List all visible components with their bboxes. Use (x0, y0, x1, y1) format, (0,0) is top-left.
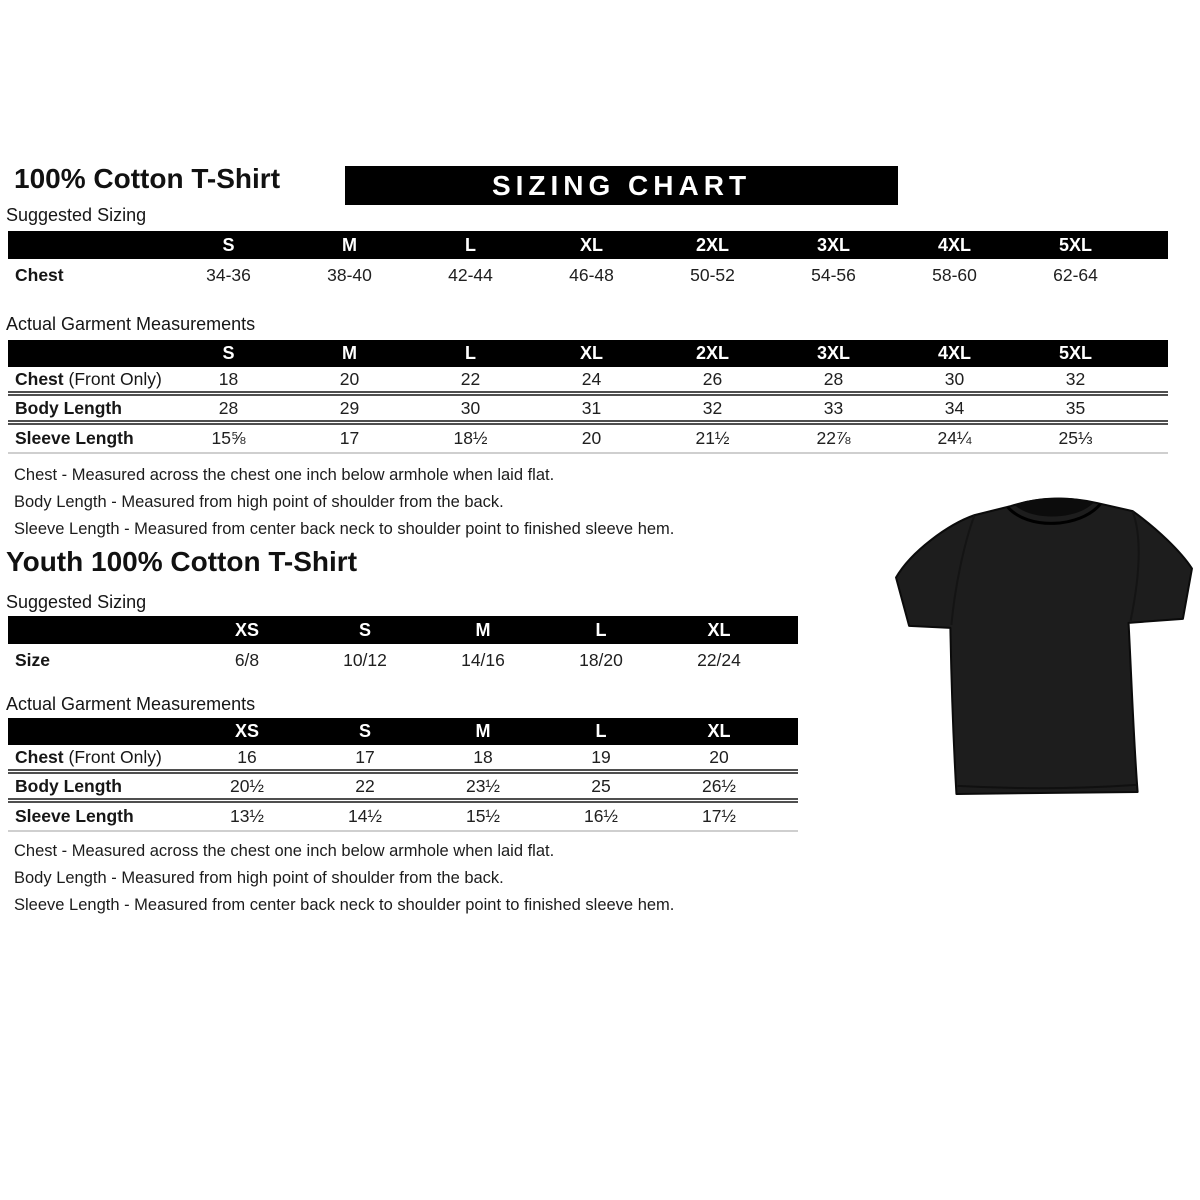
adult-note-chest: Chest - Measured across the chest one inch below armhole when laid flat. (14, 466, 555, 484)
row-label: Size (15, 650, 51, 670)
table-cell: 32 (702, 397, 723, 418)
sizing-chart-banner (345, 166, 898, 205)
adult-actual-measurements-label: Actual Garment Measurements (6, 314, 256, 334)
table-cell: 50-52 (690, 265, 735, 285)
column-header: S (222, 343, 235, 363)
adult-note-sleeve-length: Sleeve Length - Measured from center back neck to shoulder point to finished sleeve hem. (14, 520, 675, 538)
table-cell: 19 (591, 746, 611, 767)
table-cell: 15½ (465, 806, 501, 826)
tshirt-body (896, 499, 1192, 794)
column-header: XS (234, 721, 259, 741)
table-cell: 62-64 (1053, 265, 1098, 285)
adult-section-title: 100% Cotton T-Shirt (14, 163, 281, 194)
adult-suggested-sizing-label: Suggested Sizing (6, 205, 147, 225)
youth-note-body-length: Body Length - Measured from high point of shoulder from the back. (14, 869, 504, 887)
black-tshirt-photo (893, 494, 1195, 800)
table-cell: 33 (823, 397, 844, 418)
table-cell: 16 (237, 746, 257, 767)
column-header: 2XL (695, 234, 729, 255)
table-cell: 25⅓ (1058, 428, 1093, 448)
table-cell: 35 (1065, 397, 1086, 418)
table-cell: 6/8 (234, 650, 260, 670)
row-label: Body Length (15, 397, 122, 418)
table-cell: 23½ (465, 775, 501, 796)
table-row (8, 774, 798, 803)
row-label: Chest (Front Only) (15, 368, 162, 389)
table-header-row (8, 616, 798, 644)
table-cell: 17 (339, 428, 360, 448)
column-header: XL (707, 721, 731, 741)
adult-actual-measurements-table (8, 340, 1168, 454)
row-label-suffix: (Front Only) (63, 746, 162, 767)
table-cell: 28 (218, 397, 239, 418)
column-header: 3XL (816, 343, 850, 363)
column-header: L (465, 234, 476, 255)
adult-suggested-sizing-table (8, 231, 1168, 292)
table-cell: 20½ (229, 775, 265, 796)
table-row (8, 803, 798, 832)
table-cell: 42-44 (448, 265, 493, 285)
table-cell: 22 (355, 775, 375, 796)
column-header: M (342, 234, 357, 255)
table-cell: 20 (581, 428, 602, 448)
column-header: 4XL (937, 343, 971, 363)
row-label-suffix: (Front Only) (63, 368, 162, 389)
table-cell: 58-60 (932, 265, 977, 285)
column-header: 5XL (1058, 343, 1092, 363)
table-cell: 25 (591, 775, 611, 796)
column-header: S (358, 721, 371, 741)
table-cell: 46-48 (569, 265, 614, 285)
table-header-row (8, 340, 1168, 367)
table-cell: 14/16 (461, 650, 505, 670)
column-header: 3XL (816, 234, 850, 255)
table-cell: 18/20 (579, 650, 623, 670)
adult-note-body-length: Body Length - Measured from high point of shoulder from the back. (14, 493, 504, 511)
youth-section-title: Youth 100% Cotton T-Shirt (6, 546, 358, 577)
table-cell: 34 (944, 397, 965, 418)
table-cell: 26½ (701, 775, 737, 796)
table-cell: 18 (218, 368, 239, 389)
column-header: 4XL (937, 234, 971, 255)
table-cell: 13½ (229, 806, 265, 826)
table-cell: 22 (460, 368, 481, 389)
table-cell: 26 (702, 368, 723, 389)
table-row (8, 367, 1168, 396)
table-row (8, 259, 1168, 292)
table-cell: 24¼ (937, 428, 972, 448)
table-cell: 34-36 (206, 265, 251, 285)
column-header: M (475, 721, 491, 741)
table-cell: 15⅝ (211, 428, 246, 448)
column-header: XL (579, 343, 603, 363)
table-cell: 24 (581, 368, 602, 389)
table-cell: 20 (709, 746, 729, 767)
row-label: Chest (15, 265, 64, 285)
table-cell: 21½ (695, 428, 730, 448)
table-cell: 30 (460, 397, 481, 418)
table-row (8, 425, 1168, 454)
column-header: S (358, 619, 371, 640)
table-cell: 54-56 (811, 265, 856, 285)
column-header: XL (707, 619, 731, 640)
column-header: XS (234, 619, 259, 640)
table-cell: 20 (339, 368, 360, 389)
column-header: S (222, 234, 235, 255)
youth-actual-measurements-table (8, 718, 798, 832)
youth-actual-measurements-label: Actual Garment Measurements (6, 694, 256, 714)
youth-suggested-sizing-table (8, 616, 798, 677)
table-cell: 14½ (347, 806, 383, 826)
table-cell: 18 (473, 746, 493, 767)
table-row (8, 745, 798, 774)
table-cell: 32 (1065, 368, 1086, 389)
youth-note-sleeve-length: Sleeve Length - Measured from center back neck to shoulder point to finished sleeve hem. (14, 896, 675, 914)
table-cell: 22/24 (697, 650, 741, 670)
table-cell: 30 (944, 368, 965, 389)
tshirt-illustration (893, 494, 1195, 800)
column-header: L (595, 619, 607, 640)
column-header: L (595, 721, 607, 741)
row-label: Sleeve Length (15, 806, 134, 826)
table-header-row (8, 718, 798, 745)
column-header: XL (579, 234, 603, 255)
youth-suggested-sizing-label: Suggested Sizing (6, 592, 147, 612)
column-header: L (465, 343, 476, 363)
table-cell: 16½ (583, 806, 619, 826)
table-cell: 10/12 (343, 650, 387, 670)
row-label: Sleeve Length (15, 428, 134, 448)
table-cell: 17 (355, 746, 375, 767)
youth-note-chest: Chest - Measured across the chest one inch below armhole when laid flat. (14, 842, 555, 860)
table-cell: 17½ (701, 806, 737, 826)
column-header: 5XL (1058, 234, 1092, 255)
table-row (8, 396, 1168, 425)
row-label: Chest (Front Only) (15, 746, 162, 767)
table-cell: 38-40 (327, 265, 372, 285)
row-label: Body Length (15, 775, 122, 796)
table-header-row (8, 231, 1168, 259)
column-header: M (342, 343, 357, 363)
table-cell: 18½ (453, 428, 488, 448)
table-cell: 29 (339, 397, 360, 418)
table-cell: 22⅞ (816, 428, 851, 448)
column-header: M (475, 619, 491, 640)
table-cell: 31 (581, 397, 602, 418)
table-cell: 28 (823, 368, 844, 389)
sizing-chart-banner-label: SIZING CHART (491, 169, 752, 201)
table-row (8, 644, 798, 677)
column-header: 2XL (695, 343, 729, 363)
